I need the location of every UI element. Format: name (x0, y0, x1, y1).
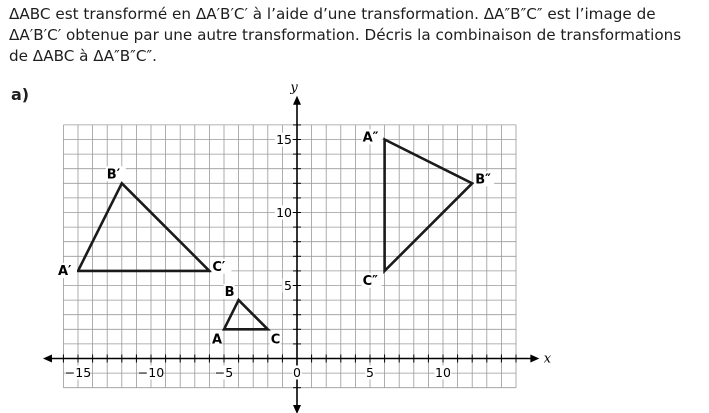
x-axis-arrow-left-icon (43, 355, 52, 363)
vertex-label: B″ (475, 172, 491, 188)
vertex-label: A″ (362, 130, 379, 146)
y-axis-arrow-down-icon (293, 405, 301, 413)
problem-statement: ΔABC est transformé en ΔA′B′C′ à l’aide d’une transformation. ΔA″B″C″ est l’image de ΔA′B′C′ obtenue par une autre transformation. Décris la combinaison de transformations de ΔABC à ΔA″B″C″. (9, 5, 682, 65)
x-axis-arrow-right-icon (530, 355, 539, 363)
x-tick-label: −10 (137, 365, 165, 380)
y-tick-label: 15 (276, 132, 292, 147)
grid (63, 125, 516, 388)
part-label: a) (11, 85, 30, 104)
x-tick-label: −15 (64, 365, 92, 380)
y-tick-label: 10 (276, 205, 292, 220)
x-tick-label: −5 (214, 365, 234, 380)
vertex-label: C (270, 332, 281, 348)
x-axis-label: x (543, 351, 552, 367)
y-tick-label: 5 (284, 278, 292, 293)
x-tick-label: 0 (293, 365, 301, 380)
x-tick-label: 5 (366, 365, 374, 380)
vertex-label: A′ (58, 263, 72, 279)
vertex-label: B (224, 285, 235, 301)
x-tick-label: 10 (435, 365, 451, 380)
y-axis-arrow-up-icon (293, 96, 301, 105)
vertex-label: A (212, 332, 223, 348)
triangles (78, 140, 472, 330)
vertex-label: B′ (106, 167, 121, 183)
vertex-label: C″ (362, 273, 378, 289)
y-axis-label: y (290, 80, 298, 96)
vertex-label: C′ (212, 259, 226, 275)
